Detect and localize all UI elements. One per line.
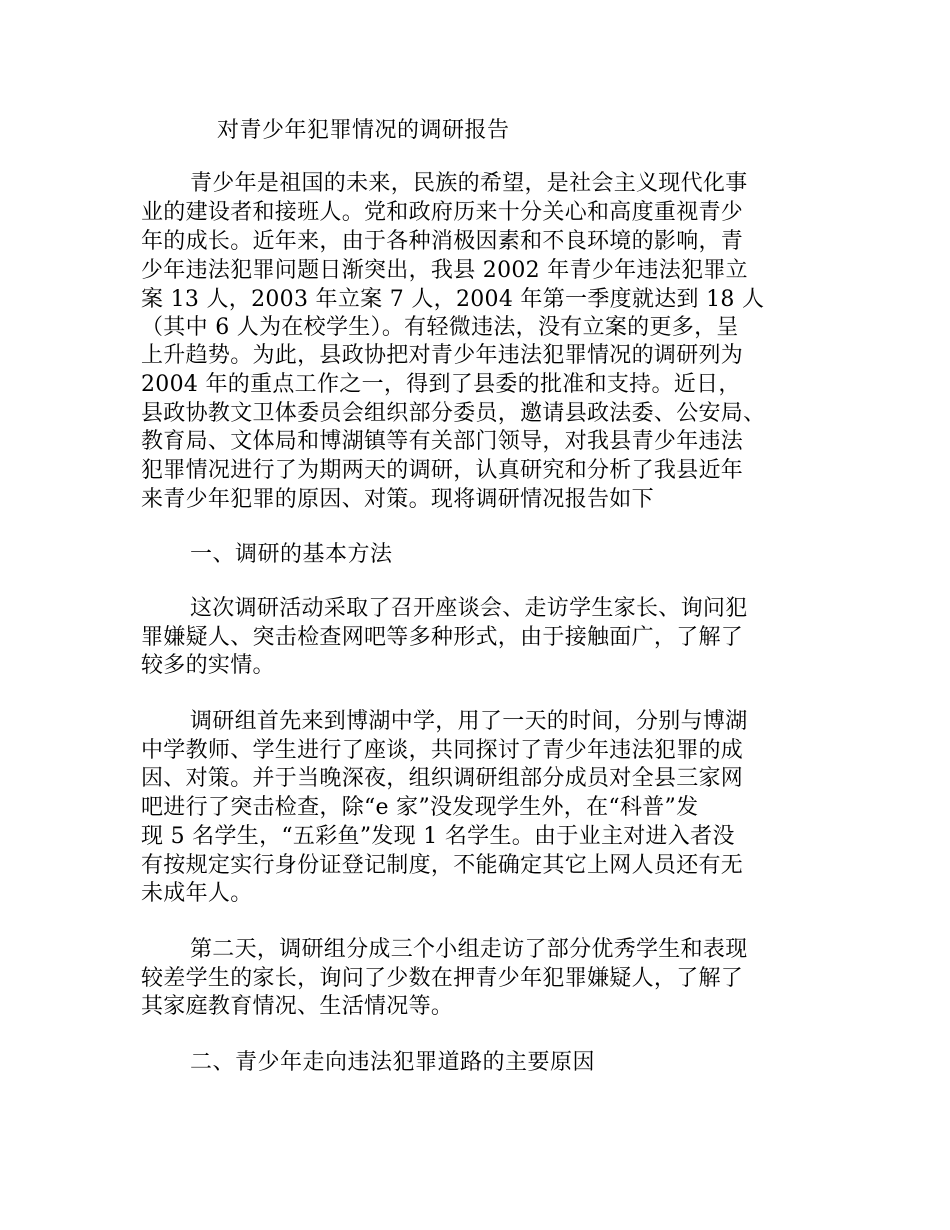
paragraph-2-line: 罪嫌疑人、突击检查网吧等多种形式，由于接触面广，了解了 [141, 625, 744, 650]
paragraph-1-line: （其中 6 人为在校学生）。有轻微违法，没有立案的更多，呈 [141, 315, 739, 340]
paragraph-2-line: 这次调研活动采取了召开座谈会、走访学生家长、询问犯 [190, 596, 748, 621]
paragraph-4-line: 第二天，调研组分成三个小组走访了部分优秀学生和表现 [190, 937, 748, 962]
paragraph-1-line: 2004 年的重点工作之一，得到了县委的批准和支持。近日， [141, 372, 741, 397]
section-heading: 二、青少年走向违法犯罪道路的主要原因 [190, 1050, 596, 1075]
paragraph-1-line: 案 13 人，2003 年立案 7 人，2004 年第一季度就达到 18 人 [141, 287, 765, 312]
paragraph-4-line: 其家庭教育情况、生活情况等。 [141, 994, 454, 1019]
paragraph-1-line: 教育局、文体局和博湖镇等有关部门领导，对我县青少年违法 [141, 429, 744, 454]
paragraph-3-line: 有按规定实行身份证登记制度，不能确定其它上网人员还有无 [141, 853, 744, 878]
paragraph-4-line: 较差学生的家长，询问了少数在押青少年犯罪嫌疑人，了解了 [141, 966, 744, 991]
paragraph-3-line: 吧进行了突击检查，除“e 家”没发现学生外，在“科普”发 [141, 795, 699, 820]
paragraph-1-line: 少年违法犯罪问题日渐突出，我县 2002 年青少年违法犯罪立 [141, 258, 748, 283]
paragraph-1-line: 青少年是祖国的未来，民族的希望，是社会主义现代化事 [190, 171, 748, 196]
paragraph-3-line: 未成年人。 [141, 881, 253, 906]
paragraph-1-line: 业的建设者和接班人。党和政府历来十分关心和高度重视青少 [141, 200, 744, 225]
paragraph-1-line: 县政协教文卫体委员会组织部分委员，邀请县政法委、公安局、 [141, 401, 766, 426]
paragraph-2-line: 较多的实情。 [141, 653, 275, 678]
paragraph-1-line: 年的成长。近年来，由于各种消极因素和不良环境的影响，青 [141, 229, 744, 254]
section-heading: 一、调研的基本方法 [190, 542, 393, 567]
paragraph-1-line: 犯罪情况进行了为期两天的调研，认真研究和分析了我县近年 [141, 458, 744, 483]
paragraph-3-line: 现 5 名学生，“五彩鱼”发现 1 名学生。由于业主对进入者没 [141, 824, 735, 849]
paragraph-3-line: 因、对策。并于当晚深夜，组织调研组部分成员对全县三家网 [141, 766, 744, 791]
paragraph-3-line: 调研组首先来到博湖中学，用了一天的时间，分别与博湖 [190, 709, 748, 734]
document-title: 对青少年犯罪情况的调研报告 [217, 118, 510, 143]
paragraph-1-line: 上升趋势。为此，县政协把对青少年违法犯罪情况的调研列为 [141, 343, 744, 368]
paragraph-3-line: 中学教师、学生进行了座谈，共同探讨了青少年违法犯罪的成 [141, 738, 744, 763]
paragraph-1-line: 来青少年犯罪的原因、对策。现将调研情况报告如下 [141, 487, 654, 512]
